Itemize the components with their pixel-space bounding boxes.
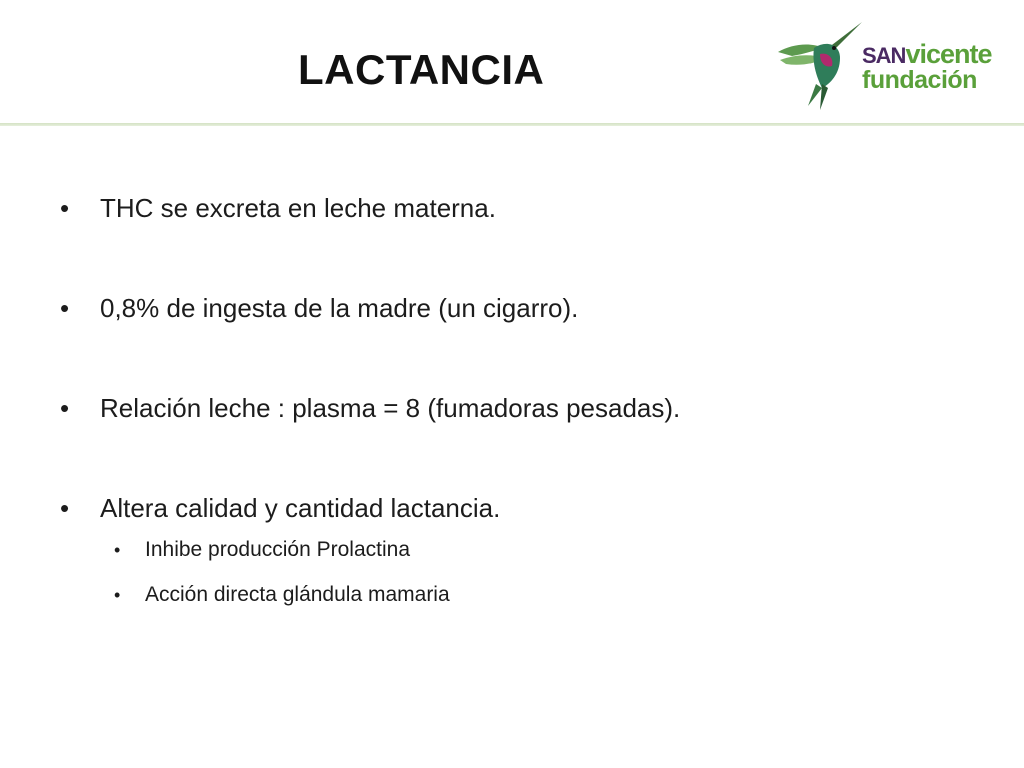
bullet-text: 0,8% de ingesta de la madre (un cigarro). xyxy=(100,293,579,323)
bullet-text: THC se excreta en leche materna. xyxy=(100,193,496,223)
logo-wordmark xyxy=(862,39,992,94)
logo-line-1 xyxy=(862,39,992,69)
logo-vicente: vicente xyxy=(905,39,992,69)
bullet-dot: • xyxy=(60,193,70,223)
sub-bullet-item xyxy=(100,536,680,564)
logo xyxy=(770,18,1005,113)
hummingbird-icon xyxy=(770,18,865,113)
bullet-text: Altera calidad y cantidad lactancia. xyxy=(100,493,501,523)
bullet-dot: • xyxy=(60,393,70,423)
bullet-text: Relación leche : plasma = 8 (fumadoras pesadas). xyxy=(100,393,681,423)
logo-san: SAN xyxy=(862,43,906,68)
bullet-item xyxy=(60,390,680,426)
sub-bullet-text: Acción directa glándula mamaria xyxy=(145,583,450,606)
sub-bullet-item xyxy=(100,581,680,609)
sub-bullet-text: Inhibe producción Prolactina xyxy=(145,538,411,561)
bullet-list xyxy=(60,190,680,626)
slide-title: LACTANCIA xyxy=(298,46,545,93)
sub-bullet-dot: • xyxy=(114,585,121,605)
bullet-dot: • xyxy=(60,493,70,523)
sub-bullet-dot: • xyxy=(114,540,121,560)
bullet-item xyxy=(60,190,680,226)
header-divider xyxy=(0,123,1024,126)
bullet-item xyxy=(60,290,680,326)
logo-fundacion: fundación xyxy=(862,66,977,94)
bullet-dot: • xyxy=(60,293,70,323)
bullet-item xyxy=(60,490,680,609)
sub-bullet-list xyxy=(100,536,680,609)
